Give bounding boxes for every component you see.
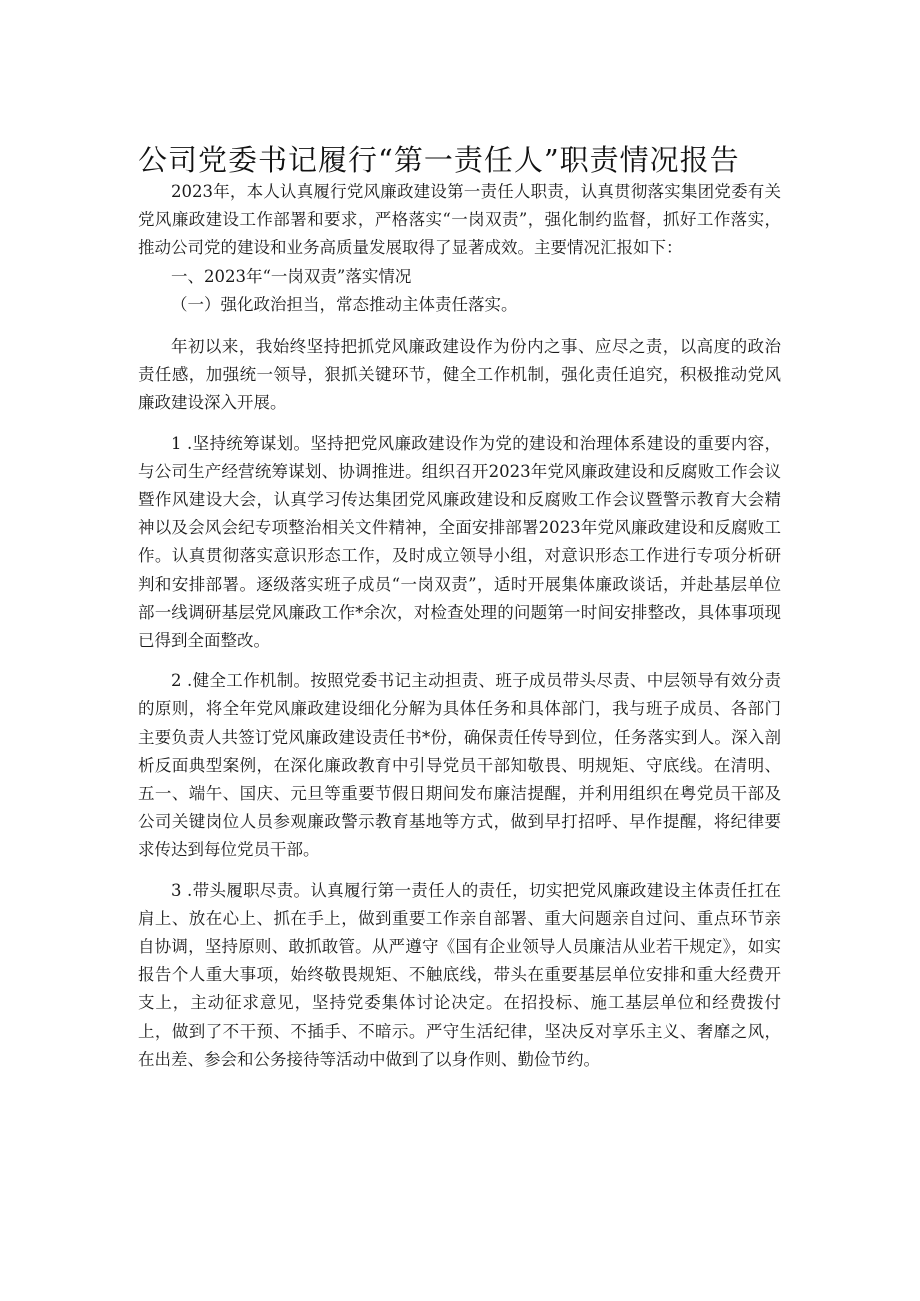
body-paragraph-overview: 年初以来，我始终坚持把抓党风廉政建设作为份内之事、应尽之责，以高度的政治责任感，加强统一领导，狠抓关键环节，健全工作机制，强化责任追究，积极推动党风廉政建设深入开展。	[138, 337, 781, 413]
document-title: 公司党委书记履行“第一责任人”职责情况报告	[138, 143, 740, 177]
section-heading: 一、2023年“一岗双责”落实情况	[171, 266, 412, 286]
document-body	[138, 178, 781, 1074]
body-paragraph-item-1: 1 .坚持统筹谋划。坚持把党风廉政建设作为党的建设和治理体系建设的重要内容，与公司生产经营统筹谋划、协调推进。组织召开2023年党风廉政建设和反腐败工作会议暨作风建设大会，认真学习传达集团党风廉政建设和反腐败工作会议暨警示教育大会精神以及会风会纪专项整治相关文件精神，全面安排部署2023年党风廉政建设和反腐败工作。认真贯彻落实意识形态工作，及时成立领导小组，对意识形态工作进行专项分析研判和安排部署。逐级落实班子成员“一岗双责”，适时开展集体廉政谈话，并赴基层单位部一线调研基层党风廉政工作*余次，对检查处理的问题第一时间安排整改，具体事项现已得到全面整改。	[138, 433, 781, 651]
body-paragraph-item-2: 2 .健全工作机制。按照党委书记主动担责、班子成员带头尽责、中层领导有效分责的原则，将全年党风廉政建设细化分解为具体任务和具体部门，我与班子成员、各部门主要负责人共签订党风廉政建设责任书*份，确保责任传导到位，任务落实到人。深入剖析反面典型案例，在深化廉政教育中引导党员干部知敬畏、明规矩、守底线。在清明、五一、端午、国庆、元旦等重要节假日期间发布廉洁提醒，并利用组织在粤党员干部及公司关键岗位人员参观廉政警示教育基地等方式，做到早打招呼、早作提醒，将纪律要求传达到每位党员干部。	[138, 671, 781, 860]
intro-paragraph: 2023年，本人认真履行党风廉政建设第一责任人职责，认真贯彻落实集团党委有关党风廉政建设工作部署和要求，严格落实“一岗双责”，强化制约监督，抓好工作落实，推动公司党的建设和业务高质量发展取得了显著成效。主要情况汇报如下：	[138, 182, 781, 258]
subsection-heading: （一）强化政治担当，常态推动主体责任落实。	[171, 294, 518, 314]
body-paragraph-item-3: 3 .带头履职尽责。认真履行第一责任人的责任，切实把党风廉政建设主体责任扛在肩上、放在心上、抓在手上，做到重要工作亲自部署、重大问题亲自过问、重点环节亲自协调，坚持原则、敢抓敢管。从严遵守《国有企业领导人员廉洁从业若干规定》，如实报告个人重大事项，始终敬畏规矩、不触底线，带头在重要基层单位安排和重大经费开支上，主动征求意见，坚持党委集体讨论决定。在招投标、施工基层单位和经费拨付上，做到了不干预、不插手、不暗示。严守生活纪律，坚决反对享乐主义、奢靡之风，在出差、参会和公务接待等活动中做到了以身作则、勤俭节约。	[138, 880, 781, 1069]
